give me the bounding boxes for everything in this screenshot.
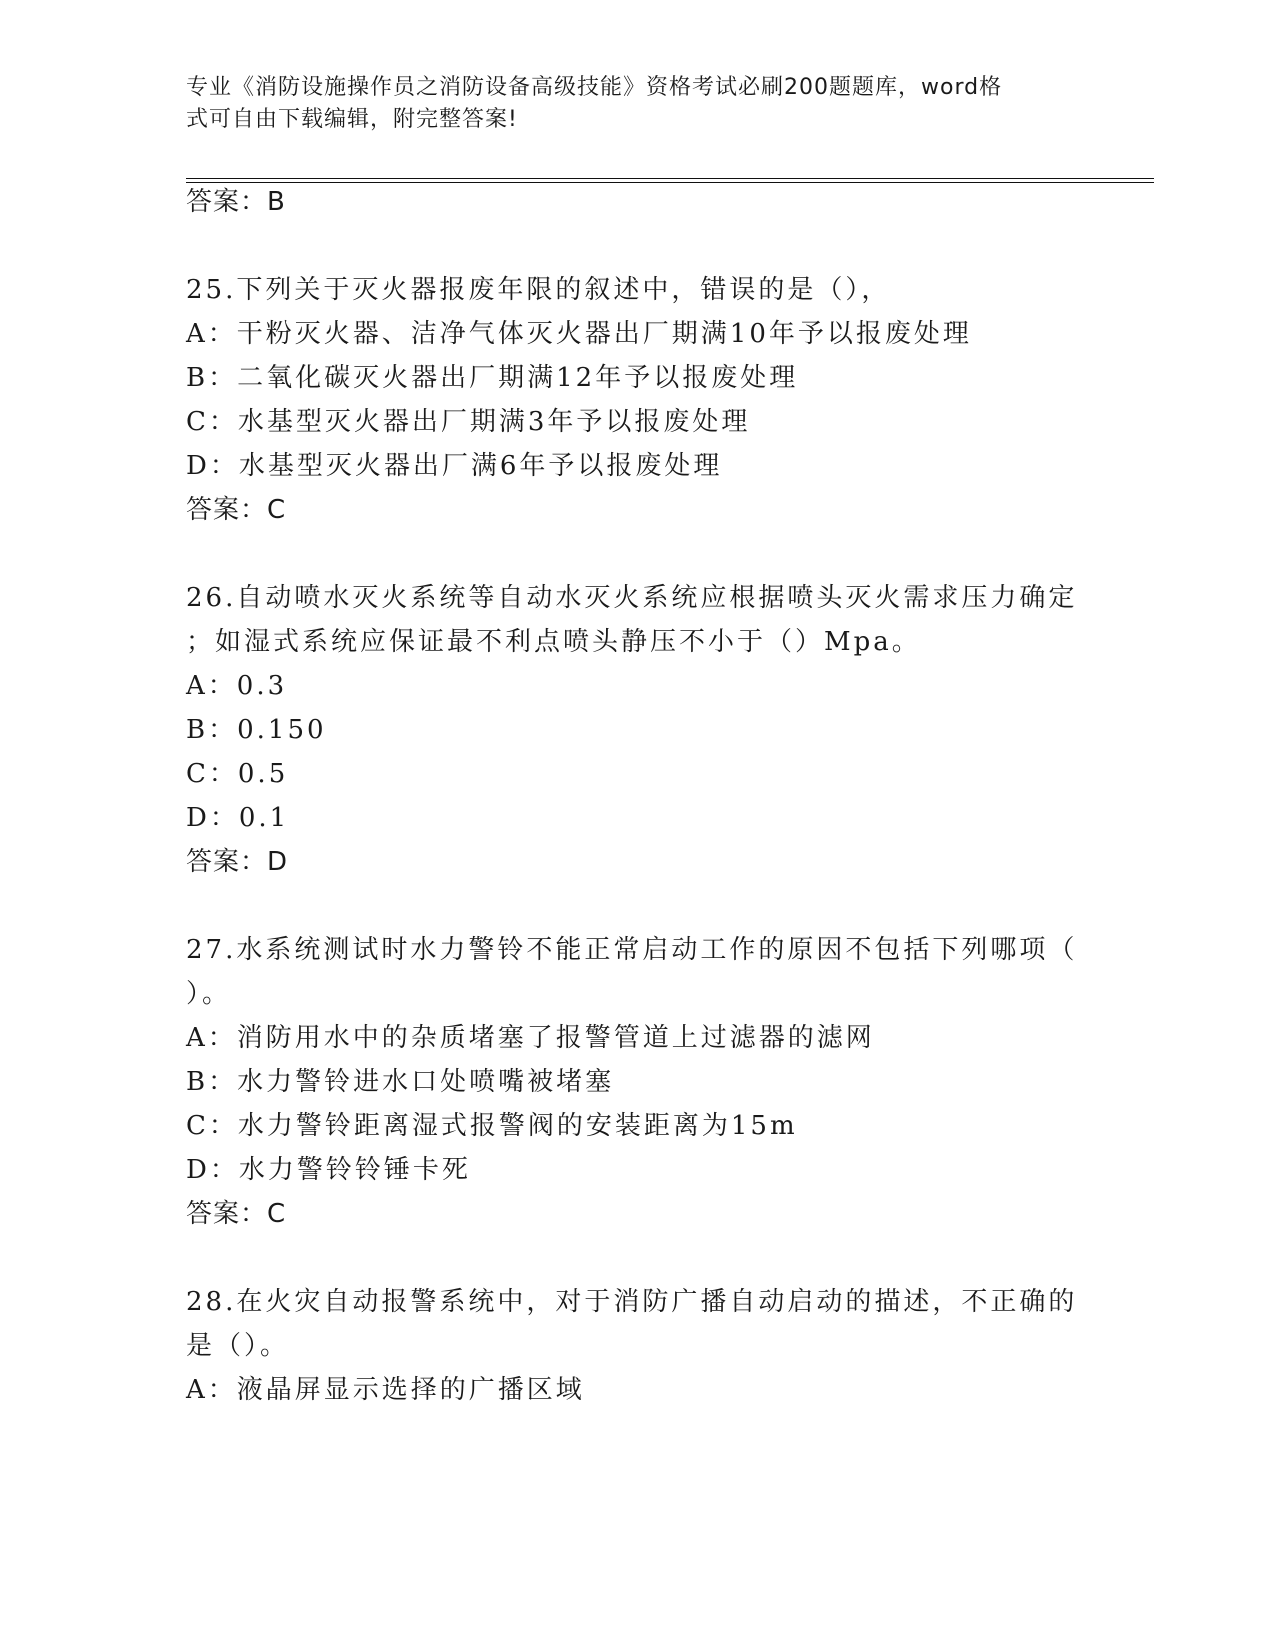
answer-line: 答案：B — [186, 187, 286, 217]
option-a: A：0.3 — [186, 671, 288, 701]
option-a: A：干粉灭火器、洁净气体灭火器出厂期满10年予以报废处理 — [186, 319, 972, 349]
option-c: C：水基型灭火器出厂期满3年予以报废处理 — [186, 407, 751, 437]
answer-line: 答案：C — [186, 495, 287, 525]
header-line-2: 式可自由下载编辑，附完整答案! — [186, 107, 518, 132]
question-stem: 26.自动喷水灭火系统等自动水灭火系统应根据喷头灭火需求压力确定 — [186, 583, 1078, 613]
option-d: D：水基型灭火器出厂满6年予以报废处理 — [186, 451, 723, 481]
question-stem-continued: ）。 — [186, 979, 232, 1009]
option-c: C：水力警铃距离湿式报警阀的安装距离为15m — [186, 1111, 798, 1141]
question-stem: 28.在火灾自动报警系统中，对于消防广播自动启动的描述，不正确的 — [186, 1287, 1078, 1317]
header-line-1: 专业《消防设施操作员之消防设备高级技能》资格考试必刷200题题库，word格 — [186, 75, 1003, 100]
option-b: B：二氧化碳灭火器出厂期满12年予以报废处理 — [186, 363, 799, 393]
option-b: B：水力警铃进水口处喷嘴被堵塞 — [186, 1067, 615, 1097]
option-b: B：0.150 — [186, 715, 327, 745]
answer-line: 答案：C — [186, 1199, 287, 1229]
question-stem-continued: 是（）。 — [186, 1331, 290, 1361]
header-divider — [186, 178, 1154, 183]
question-stem: 27.水系统测试时水力警铃不能正常启动工作的原因不包括下列哪项（ — [186, 935, 1078, 965]
answer-line: 答案：D — [186, 847, 289, 877]
question-stem: 25.下列关于灭火器报废年限的叙述中，错误的是（）， — [186, 275, 891, 305]
option-c: C：0.5 — [186, 759, 289, 789]
option-d: D：水力警铃铃锤卡死 — [186, 1155, 471, 1185]
option-a: A：液晶屏显示选择的广播区域 — [186, 1375, 585, 1405]
page-header — [186, 72, 1066, 136]
option-a: A：消防用水中的杂质堵塞了报警管道上过滤器的滤网 — [186, 1023, 875, 1053]
option-d: D：0.1 — [186, 803, 290, 833]
question-stem-continued: ；如湿式系统应保证最不利点喷头静压不小于（）Mpa。 — [186, 627, 921, 657]
